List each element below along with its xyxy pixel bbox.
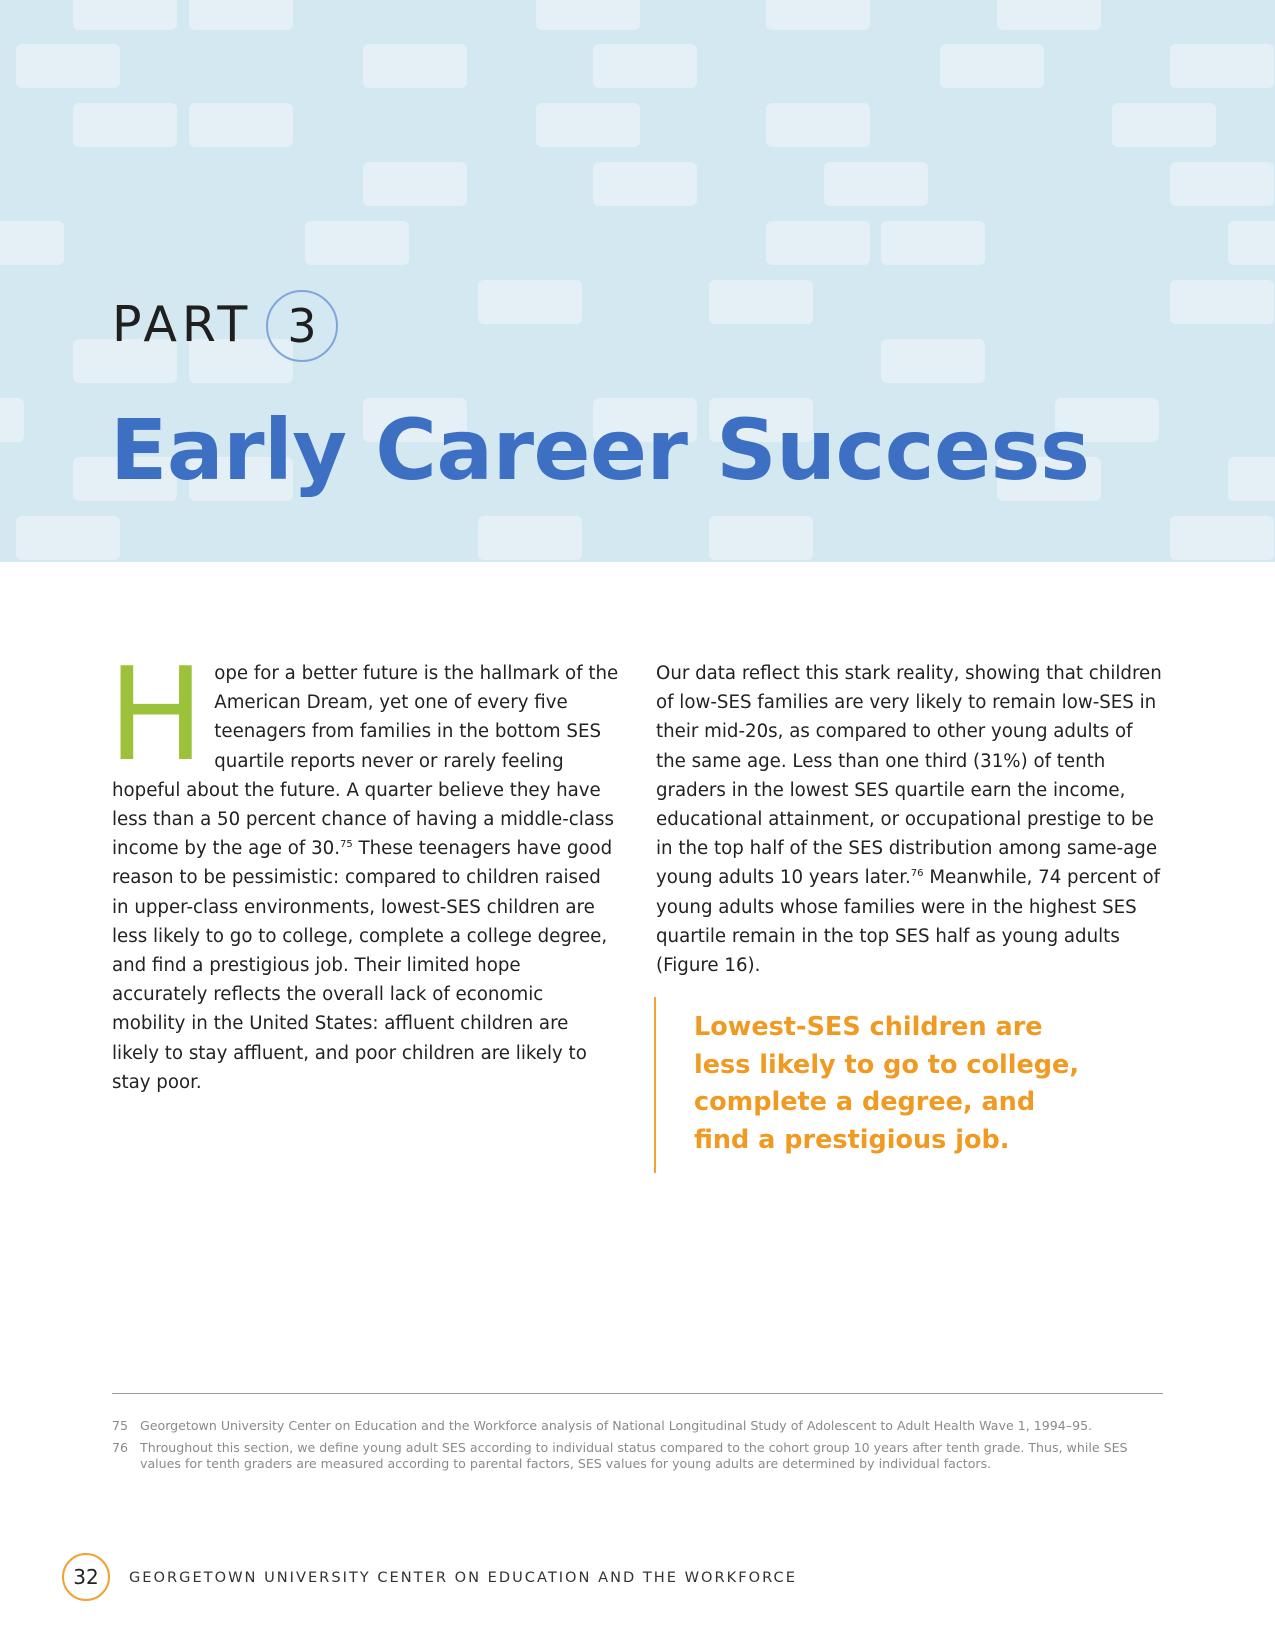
footnote-divider bbox=[112, 1393, 1163, 1394]
data-text-part-1: Our data reflect this stark reality, showing that children of low-SES families are very likely to remain low-SES in their mid-20s, as compared to other young adults of the same age. Less than one third (31%) of tenth graders in the lowest SES quartile earn the income, educational attainment, or occupational prestige to be in the top half of the SES distribution among same-age young adults 10 years later. bbox=[656, 663, 1162, 889]
part-number-badge: 3 bbox=[266, 290, 338, 362]
footnote-75 bbox=[112, 1418, 1163, 1434]
drop-cap: H bbox=[108, 641, 205, 790]
right-column bbox=[656, 659, 1168, 980]
page-title: Early Career Success bbox=[110, 401, 1090, 499]
pull-quote bbox=[654, 997, 1114, 1173]
intro-text-part-2: These teenagers have good reason to be pessimistic: compared to children raised in upper-class environments, lowest-SES children are less likely to go to college, complete a college degree, and find a prestigious job. Their limited hope accurately reflects the overall lack of economic mobility in the United States: affluent children are likely to stay affluent, and poor children are likely to stay poor. bbox=[112, 838, 613, 1093]
left-column bbox=[108, 641, 620, 1097]
footnote-number: 76 bbox=[112, 1440, 129, 1455]
footnote-number: 75 bbox=[112, 1418, 129, 1433]
page-number-badge: 32 bbox=[62, 1553, 110, 1601]
intro-text-part-1: ope for a better future is the hallmark of the American Dream, yet one of every five teenagers from families in the bottom SES quartile reports never or rarely feeling hopeful about the future. A quarter believe they have less than a 50 percent chance of having a middle-class income by the age of 30. bbox=[112, 663, 619, 860]
intro-paragraph bbox=[108, 641, 620, 1097]
footer-organization: GEORGETOWN UNIVERSITY CENTER ON EDUCATION AND THE WORKFORCE bbox=[129, 1569, 797, 1586]
data-text-part-2: Meanwhile, 74 percent of young adults whose families were in the highest SES quartile remain in the top SES half as young adults (Figure 16). bbox=[656, 867, 1161, 977]
footnote-ref-76[interactable]: 76 bbox=[910, 868, 924, 880]
data-paragraph bbox=[656, 659, 1168, 980]
footnote-76 bbox=[112, 1440, 1163, 1472]
footnote-ref-75[interactable]: 75 bbox=[340, 839, 353, 851]
footnotes bbox=[112, 1418, 1163, 1478]
footnote-text: Throughout this section, we define young adult SES according to individual status compared to the cohort group 10 years after tenth grade. Thus, while SES values for tenth graders are measured according to parental factors, SES values for young adults are determined by individual factors. bbox=[140, 1440, 1128, 1471]
part-label: PART bbox=[112, 296, 253, 353]
pull-quote-text: Lowest-SES children are less likely to go to college, complete a degree, and find a prestigious job. bbox=[694, 1012, 1080, 1155]
header-band bbox=[0, 0, 1275, 562]
footnote-text: Georgetown University Center on Education and the Workforce analysis of National Longitudinal Study of Adolescent to Adult Health Wave 1, 1994–95. bbox=[140, 1418, 1093, 1433]
